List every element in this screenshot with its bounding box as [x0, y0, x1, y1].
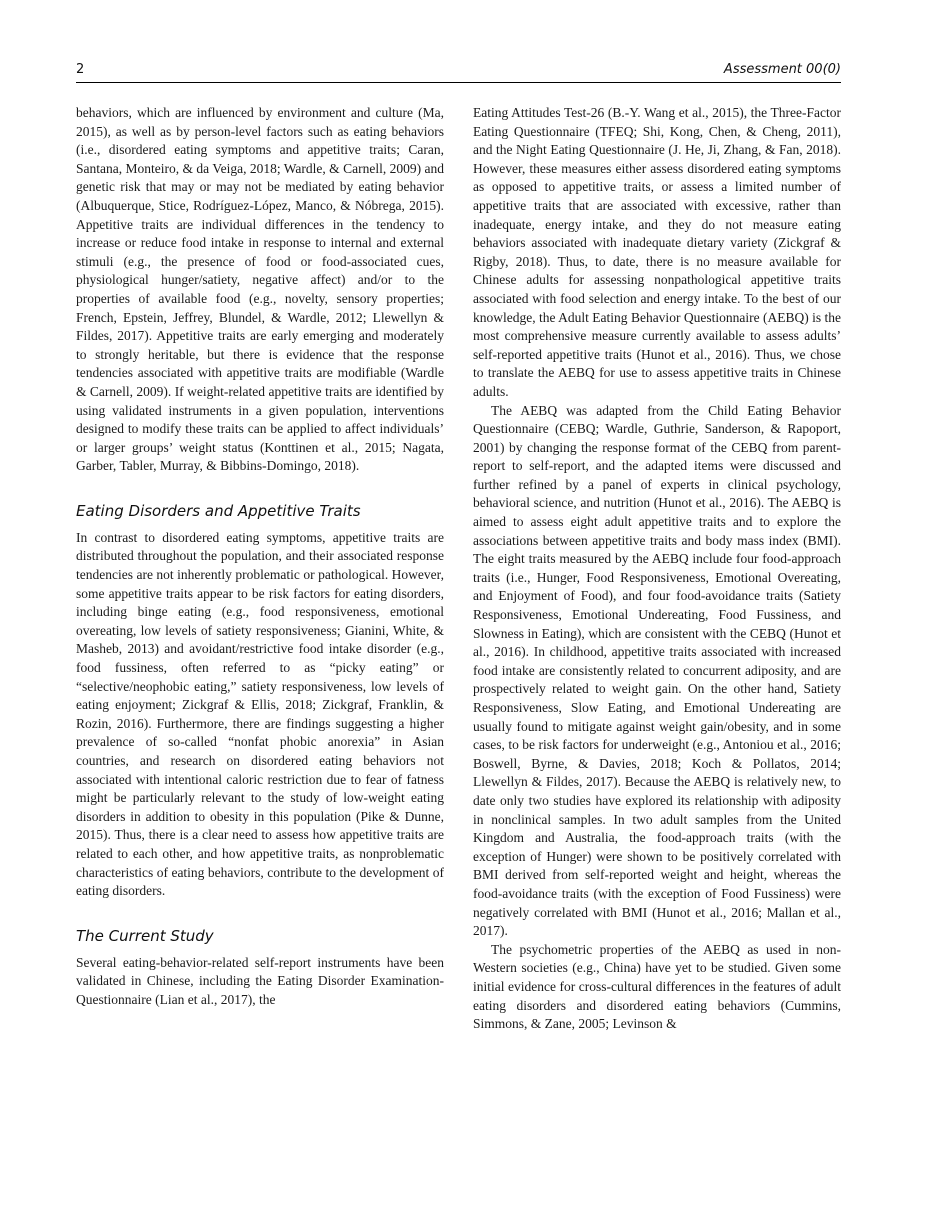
running-header — [76, 62, 841, 83]
paragraph: Eating Attitudes Test-26 (B.-Y. Wang et al., 2015), the Three-Factor Eating Questionnaire (TFEQ; Shi, Kong, Chen, & Cheng, 2011), and the Night Eating Questionnaire (J. He, Ji, Zhang, & Fan, 2018). However, these measures either assess disordered eating symptoms as opposed to appetitive traits, or assess a limited number of appetitive traits that are associated with excessive, rather than inadequate, energy intake, and they do not measure eating behaviors associated with inadequate dietary variety (Zickgraf & Rigby, 2018). Thus, to date, there is no measure available for Chinese adults for assessing nonpathological appetitive traits associated with food selection and energy intake. To the best of our knowledge, the Adult Eating Behavior Questionnaire (AEBQ) is the most comprehensive measure currently available to assess adults’ self-reported appetitive traits (Hunot et al., 2016). Thus, we chose to translate the AEBQ for use to assess appetitive traits in Chinese adults. — [473, 105, 841, 399]
paragraph: The AEBQ was adapted from the Child Eating Behavior Questionnaire (CEBQ; Wardle, Guthrie, Sanderson, & Rapoport, 2001) by changing the response format of the CEBQ from parent-report to self-report, and the adapted items were discussed and further refined by a panel of experts in clinical psychology, behavioral science, and nutrition (Hunot et al., 2016). The AEBQ is aimed to assess eight adult appetitive traits and to explore the associations between appetitive traits and body mass index (BMI). The eight traits measured by the AEBQ include four food-approach traits (i.e., Hunger, Food Responsiveness, Emotional Overeating, and Enjoyment of Food), and four food-avoidance traits (Satiety Responsiveness, Emotional Undereating, Food Fussiness, and Slowness in Eating), which are consistent with the CEBQ (Hunot et al., 2016). In childhood, appetitive traits associated with increased food intake are consistently related to concurrent adiposity, and are prospectively related to weight gain. On the other hand, Satiety Responsiveness, Slow Eating, and Emotional Undereating are usually found to mitigate against weight gain/obesity, and in some cases, to be risk factors for underweight (e.g., Antoniou et al., 2016; Boswell, Byrne, & Davies, 2018; Koch & Pollatos, 2014; Llewellyn & Fildes, 2017). Because the AEBQ is relatively new, to date only two studies have explored its relationship with adiposity in nonclinical samples. In two adult samples from the United Kingdom and Australia, the food-approach traits (with the exception of Hunger) were shown to be positively correlated with BMI derived from self-reported weight and height, whereas the food-avoidance traits (with the exception of Food Fussiness) were negatively correlated with BMI (Hunot et al., 2016; Mallan et al., 2017). — [473, 402, 841, 939]
paragraph: In contrast to disordered eating symptoms, appetitive traits are distributed throughout the population, and their associated response tendencies are not inherently problematic or pathological. However, some appetitive traits appear to be risk factors for eating disorders, including binge eating (e.g., food responsiveness, emotional overeating, low levels of satiety responsiveness; Gianini, White, & Masheb, 2013) and avoidant/restrictive food intake disorder (e.g., food fussiness, often referred to as “picky eating” or “selective/neophobic eating,” satiety responsiveness, low levels of eating enjoyment; Zickgraf & Ellis, 2018; Zickgraf, Franklin, & Rozin, 2016). Furthermore, there are findings suggesting a higher prevalence of so-called “nonfat phobic anorexia” in Asian countries, and research on disordered eating behaviors not associated with intentional caloric restriction due to fear of fatness might be particularly relevant to the study of low-weight eating disorders in addition to obesity in this population (Pike & Dunne, 2015). Thus, there is a clear need to assess how appetitive traits are related to each other, and how appetitive traits, as nonproblematic characteristics of eating behaviors, contribute to the development of eating disorders. — [76, 529, 444, 899]
left-column — [76, 104, 444, 1010]
section-heading: Eating Disorders and Appetitive Traits — [76, 501, 361, 520]
paragraph: behaviors, which are influenced by environment and culture (Ma, 2015), as well as by person-level factors such as eating behaviors (i.e., disordered eating symptoms and appetitive traits; Caran, Santana, Monteiro, & da Veiga, 2018; Wardle, & Carnell, 2009) and genetic risk that may or may not be mediated by eating behavior (Albuquerque, Stice, Rodríguez-López, Manco, & Nóbrega, 2015). Appetitive traits are individual differences in the tendency to increase or reduce food intake in response to internal and external stimuli (e.g., the presence of food or food-associated cues, physiological hunger/satiety, negative affect) and/or to the properties of available food (e.g., novelty, sensory properties; French, Epstein, Jeffrey, Blundel, & Wardle, 2012; Llewellyn & Fildes, 2017). Appetitive traits are early emerging and moderately to strongly heritable, but there is evidence that the response tendencies associated with appetitive traits are modifiable (Wardle & Carnell, 2009). If weight-related appetitive traits are identified by using validated instruments in a given population, interventions designed to modify these traits can be applied to affect individuals’ or larger groups’ weight status (Konttinen et al., 2015; Nagata, Garber, Tabler, Murray, & Bibbins-Domingo, 2018). — [76, 105, 444, 474]
section-heading: The Current Study — [76, 926, 214, 945]
page-number: 2 — [76, 62, 85, 77]
right-column — [473, 104, 841, 1034]
paragraph: Several eating-behavior-related self-report instruments have been validated in Chinese, including the Eating Disorder Examination-Questionnaire (Lian et al., 2017), the — [76, 954, 444, 1007]
paragraph: The psychometric properties of the AEBQ as used in non-Western societies (e.g., China) have yet to be studied. Given some initial evidence for cross-cultural differences in the features of adult eating disorders and disordered eating behaviors (Cummins, Simmons, & Zane, 2005; Levinson & — [473, 941, 841, 1032]
journal-name: Assessment 00(0) — [723, 62, 841, 77]
